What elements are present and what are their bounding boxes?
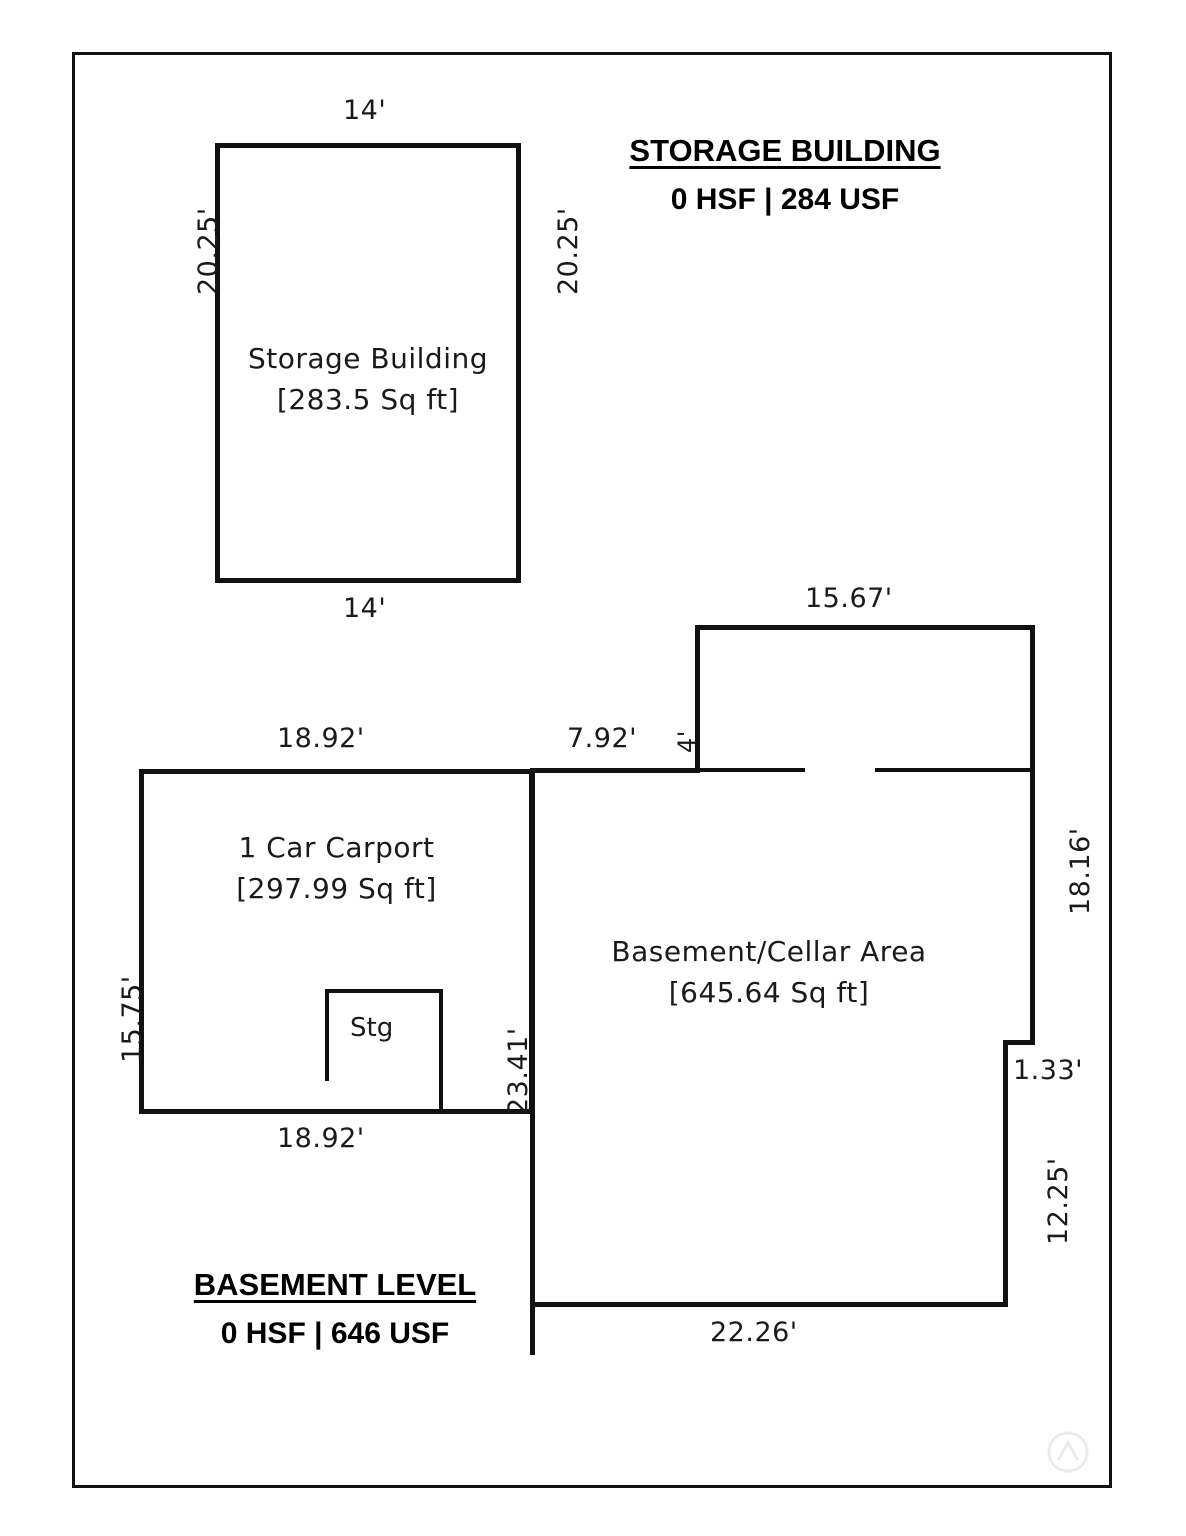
cellar-dimension-right-step: 1.33' (1013, 1055, 1084, 1086)
storage-building-room-label (215, 342, 521, 416)
storage-building-room-name: Storage Building (247, 342, 489, 375)
basement-subtitle: 0 HSF | 646 USF (220, 1317, 450, 1350)
cellar-room-area: [645.64 Sq ft] (668, 976, 870, 1009)
cellar-interior-wall-stub-left (695, 768, 805, 772)
notch-dimension-horizontal: 7.92' (567, 723, 638, 754)
cellar-interior-wall-stub-right (875, 768, 1033, 772)
storage-building-subtitle: 0 HSF | 284 USF (670, 183, 900, 216)
storage-dimension-top: 14' (343, 95, 387, 126)
cellar-wall-right-upper (1030, 625, 1035, 1045)
cellar-dimension-top: 15.67' (805, 583, 893, 614)
storage-closet-wall-left (325, 989, 329, 1081)
cellar-dimension-right-upper: 18.16' (1065, 827, 1096, 915)
storage-building-title-block (545, 133, 1025, 217)
floorplan-sheet-border (72, 52, 1112, 1488)
storage-building-room-area: [283.5 Sq ft] (276, 383, 460, 416)
storage-building-title: STORAGE BUILDING (629, 133, 941, 168)
notch-dimension-vertical: 4' (673, 730, 701, 753)
carport-dimension-left: 15.75' (117, 975, 148, 1063)
carport-outline (139, 769, 534, 1114)
carport-room-label (139, 831, 534, 905)
carport-dimension-bottom: 18.92' (277, 1123, 365, 1154)
cellar-wall-notch-horizontal (530, 768, 700, 773)
storage-dimension-left: 20.25' (193, 207, 224, 295)
basement-title-block (135, 1267, 535, 1351)
storage-closet-label: Stg (350, 1013, 394, 1043)
storage-dimension-right: 20.25' (553, 207, 584, 295)
carport-room-area: [297.99 Sq ft] (236, 872, 437, 905)
carport-dimension-top: 18.92' (277, 723, 365, 754)
cellar-room-name: Basement/Cellar Area (611, 935, 927, 968)
cellar-wall-right-lower (1003, 1040, 1008, 1307)
cellar-dimension-bottom: 22.26' (710, 1317, 798, 1348)
divider-dimension: 23.41' (503, 1027, 534, 1115)
basement-title: BASEMENT LEVEL (193, 1267, 477, 1302)
cellar-wall-bottom (530, 1302, 1008, 1307)
storage-closet-wall-top (325, 989, 443, 993)
cellar-room-label (530, 935, 1008, 1009)
watermark-icon (1045, 1429, 1091, 1475)
carport-room-name: 1 Car Carport (238, 831, 435, 864)
storage-dimension-bottom: 14' (343, 593, 387, 624)
cellar-wall-top-notch (695, 625, 1035, 630)
storage-closet-wall-right (439, 989, 443, 1111)
cellar-dimension-right-lower: 12.25' (1043, 1157, 1074, 1245)
